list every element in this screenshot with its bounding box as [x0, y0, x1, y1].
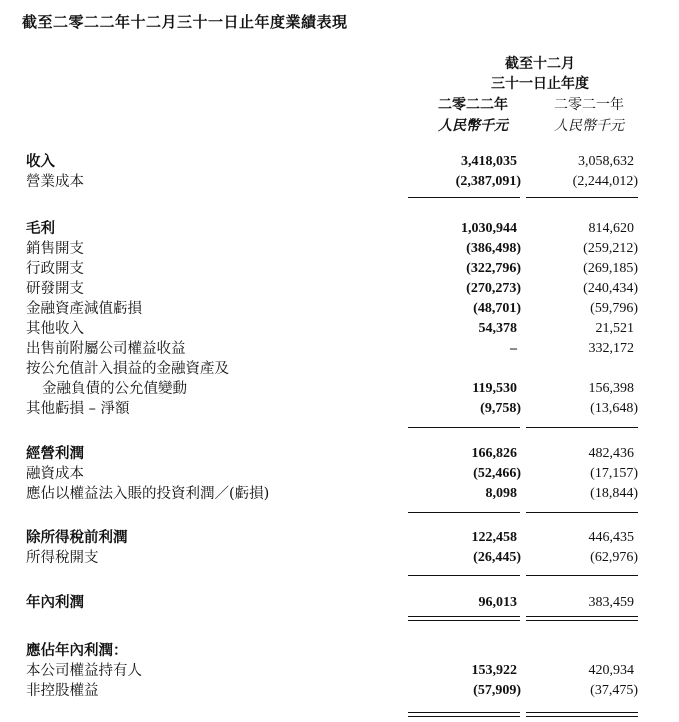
value-2021: (37,475) — [590, 683, 638, 698]
row-label: 按公允值計入損益的金融資產及 — [26, 361, 229, 377]
value-2022: – — [510, 341, 517, 356]
value-2022: 166,826 — [471, 446, 517, 461]
row-label: 營業成本 — [26, 174, 84, 190]
value-2022: 122,458 — [471, 530, 517, 545]
row-label: 金融資產減值虧損 — [26, 301, 142, 317]
value-2022: 8,098 — [485, 486, 517, 501]
value-2022: (386,498) — [466, 241, 521, 256]
col1-year-header: 二零二二年 — [438, 97, 508, 113]
subtotal-rule — [408, 575, 520, 576]
value-2022: (322,796) — [466, 261, 521, 276]
row-label: 其他虧損 – 淨額 — [26, 401, 130, 417]
total-double-rule — [408, 616, 520, 621]
value-2022: 153,922 — [471, 663, 517, 678]
col1-unit-header: 人民幣千元 — [438, 118, 508, 134]
row-label: 應佔以權益法入賬的投資利潤／(虧損) — [26, 486, 270, 502]
row-label: 年內利潤 — [26, 594, 84, 611]
value-2021: (2,244,012) — [572, 174, 638, 189]
value-2021: 420,934 — [588, 663, 634, 678]
value-2022: 54,378 — [478, 321, 517, 336]
value-2022: (2,387,091) — [455, 174, 521, 189]
subtotal-rule — [408, 427, 520, 428]
row-label: 毛利 — [26, 220, 55, 237]
value-2021: 332,172 — [588, 341, 634, 356]
value-2021: 21,521 — [595, 321, 634, 336]
row-label: 所得稅開支 — [26, 550, 99, 566]
value-2021: (269,185) — [583, 261, 638, 276]
total-double-rule — [526, 712, 638, 717]
value-2021: (62,976) — [590, 550, 638, 565]
row-label: 金融負債的公允值變動 — [42, 381, 187, 397]
value-2022: (48,701) — [473, 301, 521, 316]
subtotal-rule — [526, 575, 638, 576]
subtotal-rule — [526, 512, 638, 513]
subtotal-rule — [526, 197, 638, 198]
value-2022: 96,013 — [478, 595, 517, 610]
value-2021: 156,398 — [588, 381, 634, 396]
value-2021: (59,796) — [590, 301, 638, 316]
value-2021: (240,434) — [583, 281, 638, 296]
value-2021: 814,620 — [588, 221, 634, 236]
value-2022: (9,758) — [480, 401, 521, 416]
row-label: 收入 — [26, 153, 55, 170]
value-2022: 3,418,035 — [461, 154, 517, 169]
value-2021: (18,844) — [590, 486, 638, 501]
value-2021: (13,648) — [590, 401, 638, 416]
col2-year-header: 二零二一年 — [554, 97, 624, 113]
period-header-line2: 三十一日止年度 — [491, 76, 589, 92]
value-2022: 1,030,944 — [461, 221, 517, 236]
page-title: 截至二零二二年十二月三十一日止年度業績表現 — [22, 13, 348, 31]
value-2021: (17,157) — [590, 466, 638, 481]
total-double-rule — [408, 712, 520, 717]
row-label: 行政開支 — [26, 261, 84, 277]
row-label: 除所得稅前利潤 — [26, 529, 128, 546]
value-2022: (270,273) — [466, 281, 521, 296]
row-label: 研發開支 — [26, 281, 84, 297]
row-label: 出售前附屬公司權益收益 — [26, 341, 186, 357]
period-header-line1: 截至十二月 — [505, 56, 575, 72]
total-double-rule — [526, 616, 638, 621]
value-2021: 3,058,632 — [578, 154, 634, 169]
col2-unit-header: 人民幣千元 — [554, 118, 624, 134]
value-2021: 446,435 — [588, 530, 634, 545]
row-label: 銷售開支 — [26, 241, 84, 257]
row-label: 非控股權益 — [26, 683, 99, 699]
value-2021: 383,459 — [588, 595, 634, 610]
value-2022: 119,530 — [472, 381, 517, 396]
subtotal-rule — [408, 512, 520, 513]
value-2022: (52,466) — [473, 466, 521, 481]
value-2022: (57,909) — [473, 683, 521, 698]
row-label: 應佔年內利潤： — [26, 642, 128, 659]
row-label: 其他收入 — [26, 321, 84, 337]
subtotal-rule — [526, 427, 638, 428]
value-2021: 482,436 — [588, 446, 634, 461]
row-label: 本公司權益持有人 — [26, 663, 142, 679]
row-label: 融資成本 — [26, 466, 84, 482]
row-label: 經營利潤 — [26, 445, 84, 462]
subtotal-rule — [408, 197, 520, 198]
value-2021: (259,212) — [583, 241, 638, 256]
value-2022: (26,445) — [473, 550, 521, 565]
